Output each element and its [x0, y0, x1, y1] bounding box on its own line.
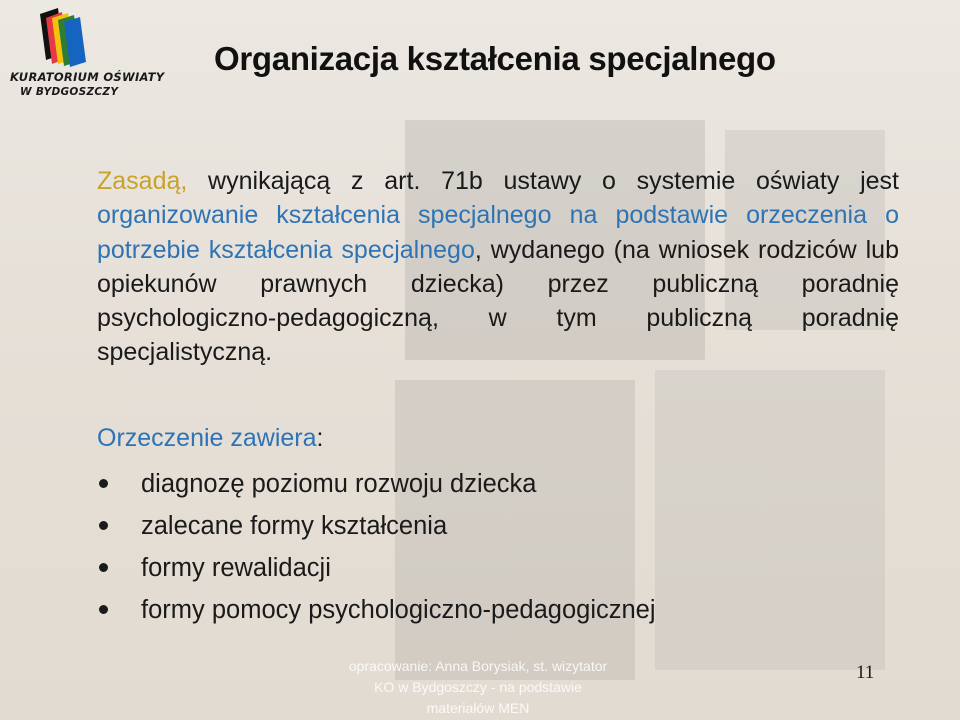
list-item: [97, 463, 656, 505]
bullet-list: [97, 463, 656, 631]
paragraph-text-1: wynikającą z art. 71b ustawy o systemie oświaty jest: [187, 167, 899, 195]
paragraph-highlight-blue: organizowanie kształcenia specjalnego na podstawie orzeczenia o potrzebie kształcenia specjalnego: [97, 201, 899, 264]
bullet-dot-icon: [99, 521, 108, 530]
bullet-dot-icon: [99, 479, 108, 488]
list-item-text: formy rewalidacji: [141, 554, 331, 582]
list-item: [97, 505, 656, 547]
poster-bottom-right-block: [655, 370, 885, 670]
kuratorium-logo: [6, 4, 165, 104]
logo-text-line1: KURATORIUM OŚWIATY: [10, 70, 165, 84]
footer-line1: opracowanie: Anna Borysiak, st. wizytator: [348, 658, 608, 674]
book-flag-icon: [6, 4, 130, 70]
list-item-text: diagnozę poziomu rozwoju dziecka: [141, 470, 537, 498]
paragraph-text-2: , wydanego (na wniosek rodziców lub opiekunów prawnych dziecka) przez publiczną poradnię psychologiczno-pedagogiczną, w tym publiczną poradnię specjalistyczną.: [97, 235, 899, 367]
list-item: [97, 547, 656, 589]
bullet-dot-icon: [99, 563, 108, 572]
logo-text-line2: W BYDGOSZCZY: [20, 86, 119, 98]
list-item: [97, 589, 656, 631]
list-item-text: formy pomocy psychologiczno-pedagogicznej: [141, 596, 656, 624]
list-item-text: zalecane formy kształcenia: [141, 512, 448, 540]
footer-line2: KO w Bydgoszczy - na podstawie: [374, 679, 582, 695]
subheading-text: Orzeczenie zawiera: [97, 424, 317, 452]
slide-footer: [300, 656, 656, 719]
subheading: [97, 424, 323, 453]
main-paragraph: [97, 164, 899, 370]
page-number: 11: [856, 662, 875, 683]
footer-line3: materiałów MEN: [426, 700, 530, 716]
subheading-colon: :: [316, 424, 324, 452]
paragraph-highlight-yellow: Zasadą,: [97, 167, 188, 195]
bullet-dot-icon: [99, 605, 108, 614]
slide-title: Organizacja kształcenia specjalnego: [214, 40, 776, 77]
